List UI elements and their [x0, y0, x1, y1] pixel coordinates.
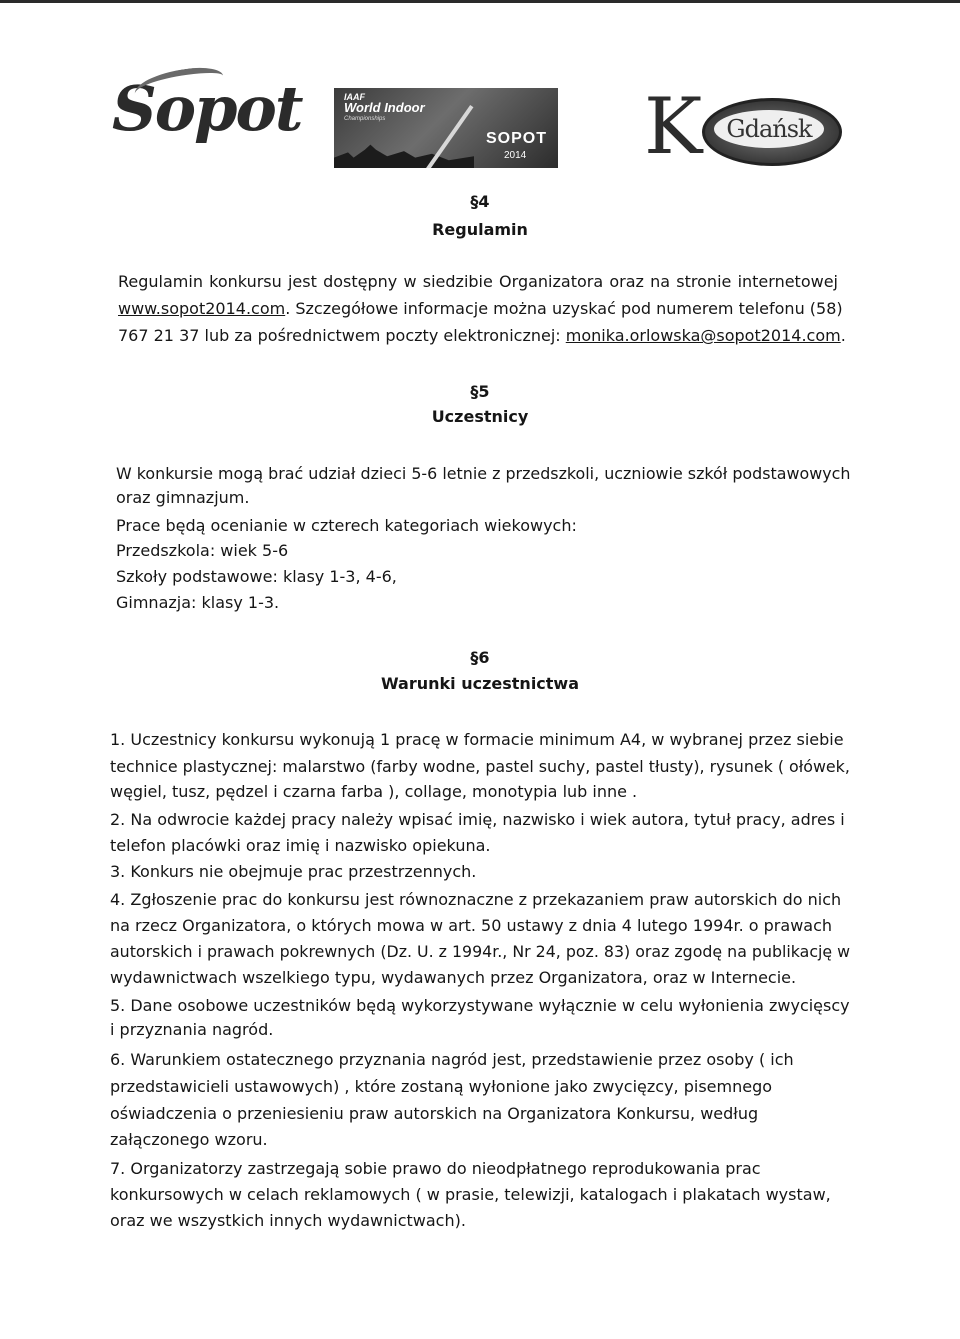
- s6-line: na rzecz Organizatora, o których mowa w art. 50 ustawy z dnia 4 lutego 1994r. o prawach: [110, 916, 833, 935]
- section-5-title: Uczestnicy: [431, 407, 529, 426]
- section-4-number: §4: [470, 192, 490, 211]
- s6-line: węgiel, tusz, pędzel i czarna farba ), collage, monotypia lub inne .: [110, 782, 638, 801]
- s6-line: załączonego wzoru.: [110, 1130, 268, 1149]
- s6-line: przedstawicieli ustawowych) , które zostaną wyłonione jako zwycięzcy, pisemnego: [110, 1077, 773, 1096]
- scan-edge-line: [0, 0, 960, 3]
- skyline-graphic: [334, 142, 474, 168]
- s6-line: oświadczenia o przeniesieniu praw autorskich na Organizatora Konkursu, według: [110, 1104, 759, 1123]
- s5-line: Przedszkola: wiek 5-6: [116, 541, 289, 560]
- website-link[interactable]: www.sopot2014.com: [118, 299, 286, 318]
- s5-line: Prace będą ocenianie w czterech kategoriach wiekowych:: [116, 516, 577, 535]
- section-4-title: Regulamin: [432, 220, 528, 239]
- s6-line: 1. Uczestnicy konkursu wykonują 1 pracę w formacie minimum A4, w wybranej przez siebie: [110, 730, 844, 749]
- section-6-title: Warunki uczestnictwa: [380, 674, 580, 693]
- gdansk-logo-text: Gdańsk: [714, 110, 824, 148]
- s6-line: oraz we wszystkich innych wydawnictwach).: [110, 1211, 466, 1230]
- iaaf-label: IAAF: [344, 92, 365, 102]
- sopot-logo: [112, 72, 302, 162]
- email-link[interactable]: monika.orlowska@sopot2014.com: [565, 326, 841, 345]
- s6-line: konkursowych w celach reklamowych ( w prasie, telewizji, katalogach i plakatach wystaw,: [110, 1185, 831, 1204]
- championships-label: Championships: [344, 116, 386, 122]
- s5-line: Gimnazja: klasy 1-3.: [116, 593, 280, 612]
- s6-line: i przyznania nagród.: [110, 1020, 274, 1039]
- iaaf-world-indoor-logo: [334, 88, 558, 168]
- s6-line: telefon placówki oraz imię i nazwisko opiekuna.: [110, 836, 491, 855]
- world-indoor-label: World Indoor: [344, 100, 425, 115]
- s6-line: 2. Na odwrocie każdej pracy należy wpisać imię, nazwisko i wiek autora, tytuł pracy, adres i: [110, 810, 845, 829]
- sopot-city-label: SOPOT: [486, 130, 548, 147]
- s6-line: 3. Konkurs nie obejmuje prac przestrzennych.: [110, 862, 477, 881]
- section-6-number: §6: [470, 648, 490, 667]
- s4-line-2: www.sopot2014.com. Szczegółowe informacje można uzyskać pod numerem telefonu (58): [118, 299, 843, 318]
- s5-line: oraz gimnazjum.: [116, 488, 250, 507]
- s6-line: wydawnictwach wszelkiego typu, wydawanych przez Organizatora, oraz w Internecie.: [110, 968, 797, 987]
- s6-line: 5. Dane osobowe uczestników będą wykorzystywane wyłącznie w celu wyłonienia zwycięscy: [110, 996, 850, 1015]
- s6-line: 7. Organizatorzy zastrzegają sobie prawo do nieodpłatnego reprodukowania prac: [110, 1159, 761, 1178]
- gdansk-logo: [644, 82, 840, 172]
- s4-line-1: Regulamin konkursu jest dostępny w siedzibie Organizatora oraz na stronie internetowej: [118, 272, 838, 291]
- gdansk-logo-k: K: [644, 82, 703, 172]
- s4-line-3: 767 21 37 lub za pośrednictwem poczty elektronicznej: monika.orlowska@sopot2014.com.: [118, 326, 846, 345]
- s6-line: autorskich i prawach pokrewnych (Dz. U. z 1994r., Nr 24, poz. 83) oraz zgodę na publikację w: [110, 942, 851, 961]
- s5-line: W konkursie mogą brać udział dzieci 5-6 letnie z przedszkoli, uczniowie szkół podstawowych: [116, 464, 851, 483]
- s6-line: 6. Warunkiem ostatecznego przyznania nagród jest, przedstawienie przez osoby ( ich: [110, 1050, 794, 1069]
- year-label: 2014: [504, 150, 527, 161]
- s6-line: 4. Zgłoszenie prac do konkursu jest równoznaczne z przekazaniem praw autorskich do nich: [110, 890, 842, 909]
- sopot-logo-text: Sopot: [112, 72, 302, 145]
- s6-line: technice plastycznej: malarstwo (farby wodne, pastel suchy, pastel tłusty), rysunek ( ołówek,: [110, 757, 850, 776]
- s5-line: Szkoły podstawowe: klasy 1-3, 4-6,: [116, 567, 397, 586]
- section-5-number: §5: [470, 382, 490, 401]
